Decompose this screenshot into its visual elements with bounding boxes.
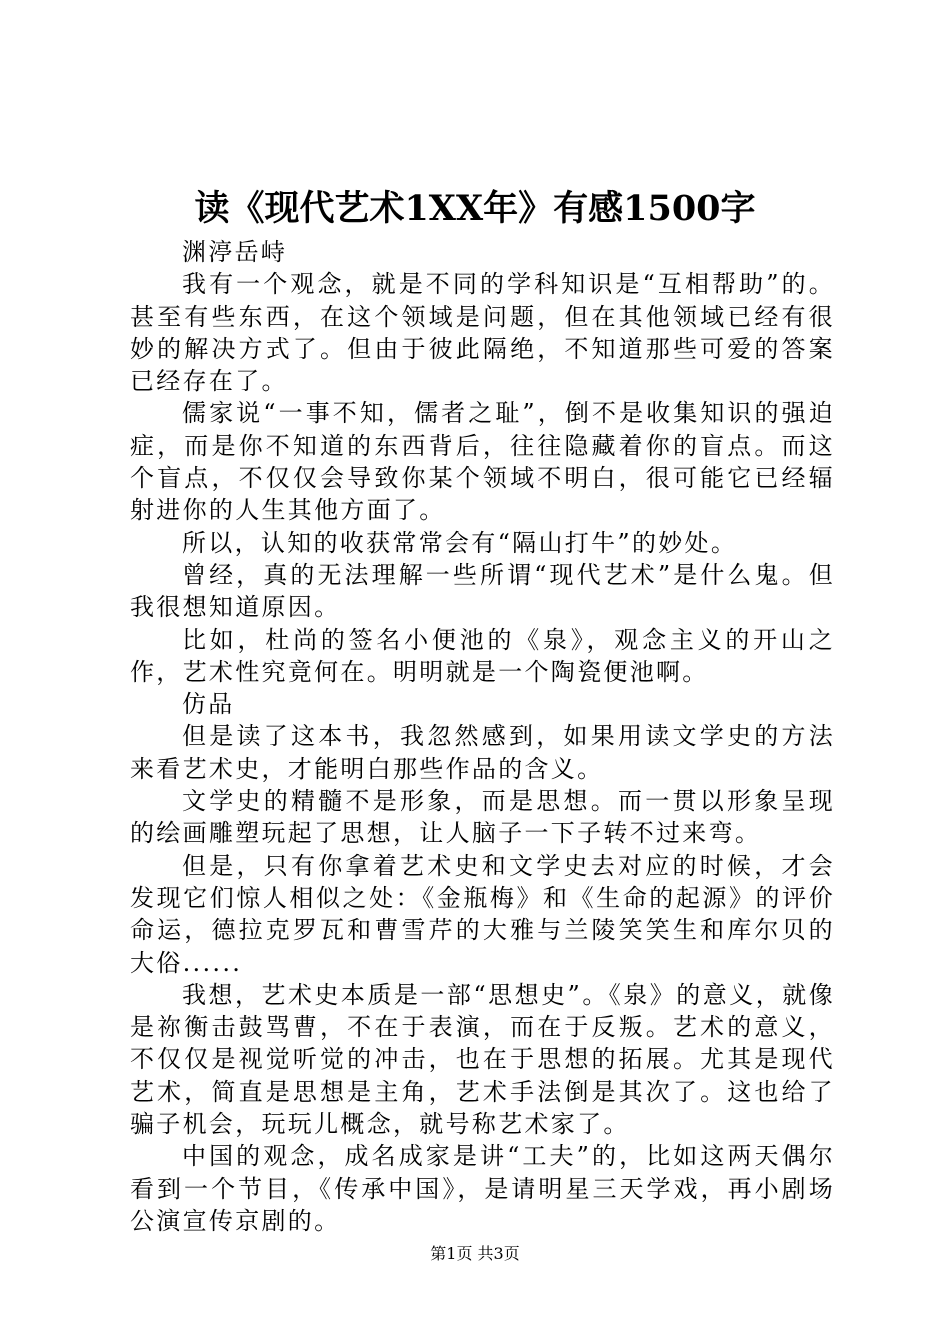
paragraph: 所以，认知的收获常常会有“隔山打牛”的妙处。 xyxy=(182,528,738,557)
paragraph: 曾经，真的无法理解一些所谓“现代艺术”是什么鬼。但我很想知道原因。 xyxy=(130,560,835,622)
paragraph: 我想，艺术史本质是一部“思想史”。《泉》的意义，就像是祢衡击鼓骂曹，不在于表演，而在于反叛。艺术的意义，不仅仅是视觉听觉的冲击，也在于思想的拓展。尤其是现代艺术，简直是思想是主角，艺术手法倒是其次了。这也给了骗子机会，玩玩儿概念，就号称艺术家了。 xyxy=(130,980,835,1139)
paragraph: 儒家说“一事不知，儒者之耻”，倒不是收集知识的强迫症，而是你不知道的东西背后，往往隐藏着你的盲点。而这个盲点，不仅仅会导致你某个领域不明白，很可能它已经辐射进你的人生其他方面了。 xyxy=(130,399,835,525)
paragraph: 但是，只有你拿着艺术史和文学史去对应的时候，才会发现它们惊人相似之处：《金瓶梅》和《生命的起源》的评价命运，德拉克罗瓦和曹雪芹的大雅与兰陵笑笑生和库尔贝的大俗...... xyxy=(130,851,835,977)
page-footer: 第1页 共3页 xyxy=(430,1244,520,1263)
paragraph: 文学史的精髓不是形象，而是思想。而一贯以形象呈现的绘画雕塑玩起了思想，让人脑子一下子转不过来弯。 xyxy=(130,787,835,848)
paragraph: 但是读了这本书，我忽然感到，如果用读文学史的方法来看艺术史，才能明白那些作品的含义。 xyxy=(130,722,835,783)
paragraph: 比如，杜尚的签名小便池的《泉》，观念主义的开山之作，艺术性究竟何在。明明就是一个陶瓷便池啊。 xyxy=(130,625,835,686)
paragraph: 中国的观念，成名成家是讲“工夫”的，比如这两天偶尔看到一个节目，《传承中国》，是请明星三天学戏，再小剧场公演宣传京剧的。 xyxy=(130,1142,835,1235)
document-title: 读《现代艺术1XX年》有感1500字 xyxy=(194,188,756,229)
paragraph: 我有一个观念，就是不同的学科知识是“互相帮助”的。甚至有些东西，在这个领域是问题，但在其他领域已经有很妙的解决方式了。但由于彼此隔绝，不知道那些可爱的答案已经存在了。 xyxy=(130,270,835,396)
image-caption: 仿品 xyxy=(182,690,235,719)
document-body xyxy=(130,236,835,1237)
author-line: 渊渟岳峙 xyxy=(182,238,288,266)
